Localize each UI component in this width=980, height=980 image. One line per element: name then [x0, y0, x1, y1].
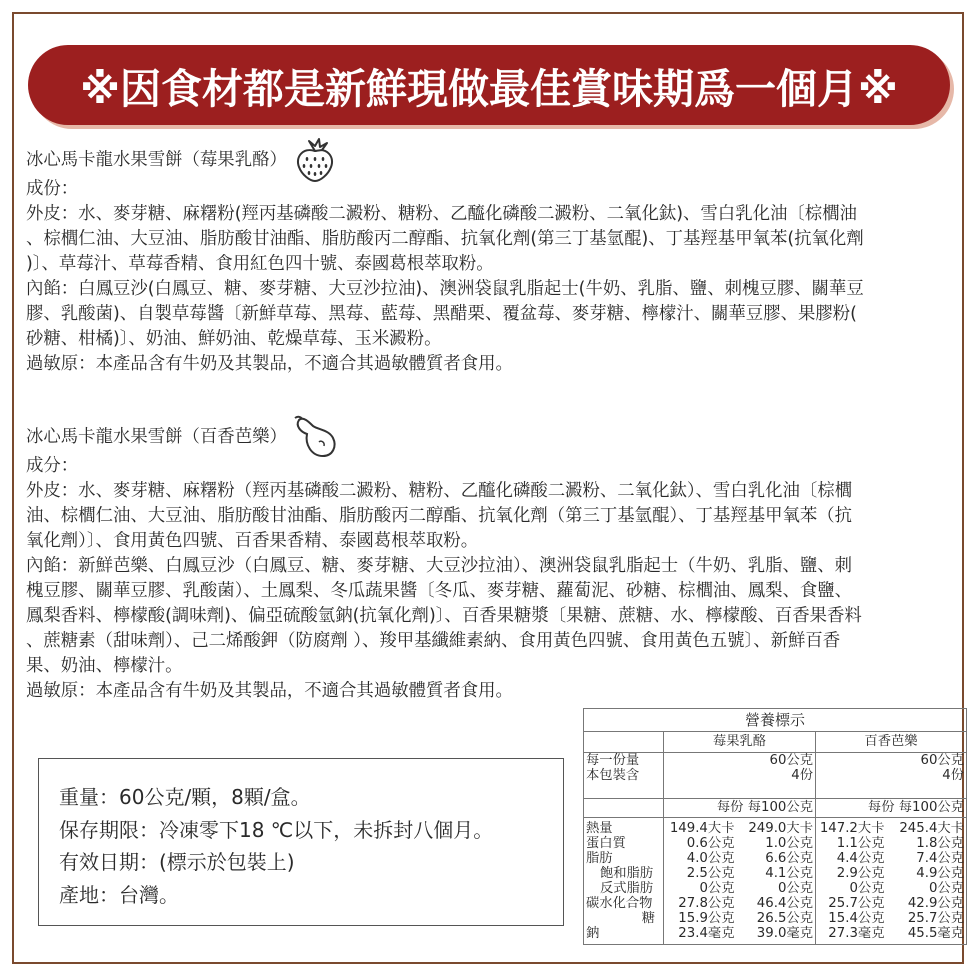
ingredients-line: 砂糖、柑橘)〕、奶油、鮮奶油、乾燥草莓、玉米澱粉。	[26, 329, 442, 349]
ingredients-line: 內餡：白鳳豆沙(白鳳豆、糖、麥芽糖、大豆沙拉油)、澳洲袋鼠乳脂起士(牛奶、乳脂、鹽、刺槐豆膠、關華豆	[26, 279, 864, 299]
nutrient-label: 脂肪	[586, 851, 613, 866]
nutrient-label: 飽和脂肪	[600, 866, 654, 881]
ingredients-line: 成份：	[26, 179, 79, 199]
nutrient-value: 7.4公克	[916, 851, 965, 866]
weight-text: 重量：60公克/顆，8顆/盒。	[59, 785, 311, 809]
ingredients-line: 、蔗糖素（甜味劑）、己二烯酸鉀（防腐劑 ）、羧甲基纖維素納、食用黃色四號、食用黃色五號〕、新鮮百香	[26, 631, 841, 651]
nutrient-value: 1.1公克	[836, 836, 885, 851]
nutrient-value: 0公克	[777, 881, 813, 896]
ingredients-line: 內餡：新鮮芭樂、白鳳豆沙（白鳳豆、糖、麥芽糖、大豆沙拉油）、澳洲袋鼠乳脂起士（牛奶、乳脂、鹽、刺	[26, 556, 853, 576]
product-strawberry-section	[26, 143, 956, 377]
servings-per-pack: 4份	[942, 768, 965, 783]
nutrient-value: 15.9公克	[678, 911, 735, 926]
nutrient-value: 23.4毫克	[678, 926, 735, 941]
nutrient-value: 249.0大卡	[748, 821, 813, 836]
nutrient-value: 1.8公克	[916, 836, 965, 851]
nutrient-value: 1.0公克	[765, 836, 813, 851]
nutrition-table	[583, 708, 967, 945]
ingredients-line: )〕、草莓汁、草莓香精、食用紅色四十號、泰國葛根萃取粉。	[26, 254, 494, 274]
column-header: 百香芭樂	[816, 732, 967, 753]
nutrient-value: 4.9公克	[916, 866, 965, 881]
allergen-line: 過敏原：本產品含有牛奶及其製品，不適合其過敏體質者食用。	[26, 681, 513, 701]
nutrient-value: 26.5公克	[756, 911, 813, 926]
product-info-box	[38, 758, 564, 926]
servings-per-pack: 4份	[791, 768, 813, 783]
nutrient-value: 4.4公克	[836, 851, 885, 866]
nutrient-value: 25.7公克	[907, 911, 965, 926]
per-100g-header: 每100公克	[898, 800, 965, 815]
product-guava-section	[26, 420, 956, 704]
nutrient-value: 45.5毫克	[907, 926, 965, 941]
nutrient-value: 4.0公克	[686, 851, 735, 866]
ingredients-line: 、棕櫚仁油、大豆油、脂肪酸甘油酯、脂肪酸丙二醇酯、抗氧化劑(第三丁基氫醌)、丁基羥基甲氧苯(抗氧化劑	[26, 229, 864, 249]
nutrient-value: 39.0毫克	[756, 926, 813, 941]
ingredients-line: 果、奶油、檸檬汁。	[26, 656, 183, 676]
banner-text: ※因食材都是新鮮現做最佳賞味期爲一個月※	[80, 64, 898, 113]
nutrient-value: 2.5公克	[686, 866, 735, 881]
storage-text: 保存期限：冷凍零下18 ℃以下，未拆封八個月。	[59, 817, 494, 842]
origin-text: 產地：台灣。	[59, 882, 179, 907]
allergen-line: 過敏原：本產品含有牛奶及其製品，不適合其過敏體質者食用。	[26, 354, 513, 374]
nutrient-value: 0公克	[849, 881, 885, 896]
nutrient-value: 149.4大卡	[669, 821, 735, 836]
product-title: 冰心馬卡龍水果雪餅（百香芭樂）	[26, 426, 287, 447]
ingredients-line: 膠、乳酸菌)、自製草莓醬〔新鮮草莓、黑莓、藍莓、黑醋栗、覆盆莓、麥芽糖、檸檬汁、關華豆膠、果膠粉(	[26, 304, 857, 324]
ingredients-line: 外皮：水、麥芽糖、麻糬粉（羥丙基磷酸二澱粉、糖粉、乙醯化磷酸二澱粉、二氧化鈦）、雪白乳化油〔棕櫚	[26, 481, 853, 501]
nutrient-value: 27.8公克	[678, 896, 735, 911]
column-header: 莓果乳酪	[664, 732, 816, 753]
ingredients-line: 氧化劑）〕、食用黃色四號、百香果香精、泰國葛根萃取粉。	[26, 531, 479, 551]
ingredients-line: 鳳梨香料、檸檬酸(調味劑)、偏亞硫酸氫鈉(抗氧化劑)〕、百香果糖漿〔果糖、蔗糖、水、檸檬酸、百香果香料	[26, 606, 862, 626]
strawberry-icon	[291, 137, 339, 183]
nutrient-value: 245.4大卡	[899, 821, 965, 836]
per-serving-header: 每份	[716, 800, 744, 815]
ingredients-line: 油、棕櫚仁油、大豆油、脂肪酸甘油酯、脂肪酸丙二醇酯、抗氧化劑（第三丁基氫醌）、丁基羥基甲氧苯（抗	[26, 506, 853, 526]
nutrient-value: 0.6公克	[686, 836, 735, 851]
serving-size: 60公克	[769, 753, 813, 768]
nutrient-value: 2.9公克	[836, 866, 885, 881]
nutrient-value: 15.4公克	[828, 911, 885, 926]
ingredients-line: 成分：	[26, 456, 79, 476]
nutrient-value: 0公克	[699, 881, 735, 896]
expiry-text: 有效日期：(標示於包裝上)	[59, 850, 295, 874]
nutrient-value: 42.9公克	[907, 896, 965, 911]
nutrient-label: 糖	[641, 911, 655, 926]
per-100g-header: 每100公克	[747, 800, 813, 815]
nutrient-value: 6.6公克	[765, 851, 813, 866]
guava-icon	[291, 414, 341, 460]
nutrient-value: 4.1公克	[765, 866, 813, 881]
nutrient-value: 27.3毫克	[828, 926, 885, 941]
nutrient-label: 熱量	[586, 821, 613, 836]
nutrient-value: 25.7公克	[828, 896, 885, 911]
nutrient-label: 蛋白質	[586, 836, 626, 851]
product-title: 冰心馬卡龍水果雪餅（莓果乳酪）	[26, 149, 287, 170]
pack-label: 本包裝含	[586, 768, 640, 783]
ingredients-line: 外皮：水、麥芽糖、麻糬粉(羥丙基磷酸二澱粉、糖粉、乙醯化磷酸二澱粉、二氧化鈦)、雪白乳化油〔棕櫚油	[26, 204, 857, 224]
nutrient-label: 反式脂肪	[600, 881, 654, 896]
nutrition-title: 營養標示	[584, 709, 967, 732]
serving-label: 每一份量	[586, 753, 640, 768]
nutrient-value: 46.4公克	[756, 896, 813, 911]
nutrient-value: 147.2大卡	[819, 821, 885, 836]
ingredients-line: 槐豆膠、關華豆膠、乳酸菌）、土鳳梨、冬瓜蔬果醬〔冬瓜、麥芽糖、蘿蔔泥、砂糖、棕櫚油、鳳梨、食鹽、	[26, 581, 853, 601]
serving-size: 60公克	[920, 753, 965, 768]
per-serving-header: 每份	[867, 800, 895, 815]
freshness-banner	[28, 45, 950, 125]
nutrient-label: 鈉	[586, 926, 600, 941]
nutrient-label: 碳水化合物	[586, 896, 653, 911]
nutrient-value: 0公克	[928, 881, 965, 896]
